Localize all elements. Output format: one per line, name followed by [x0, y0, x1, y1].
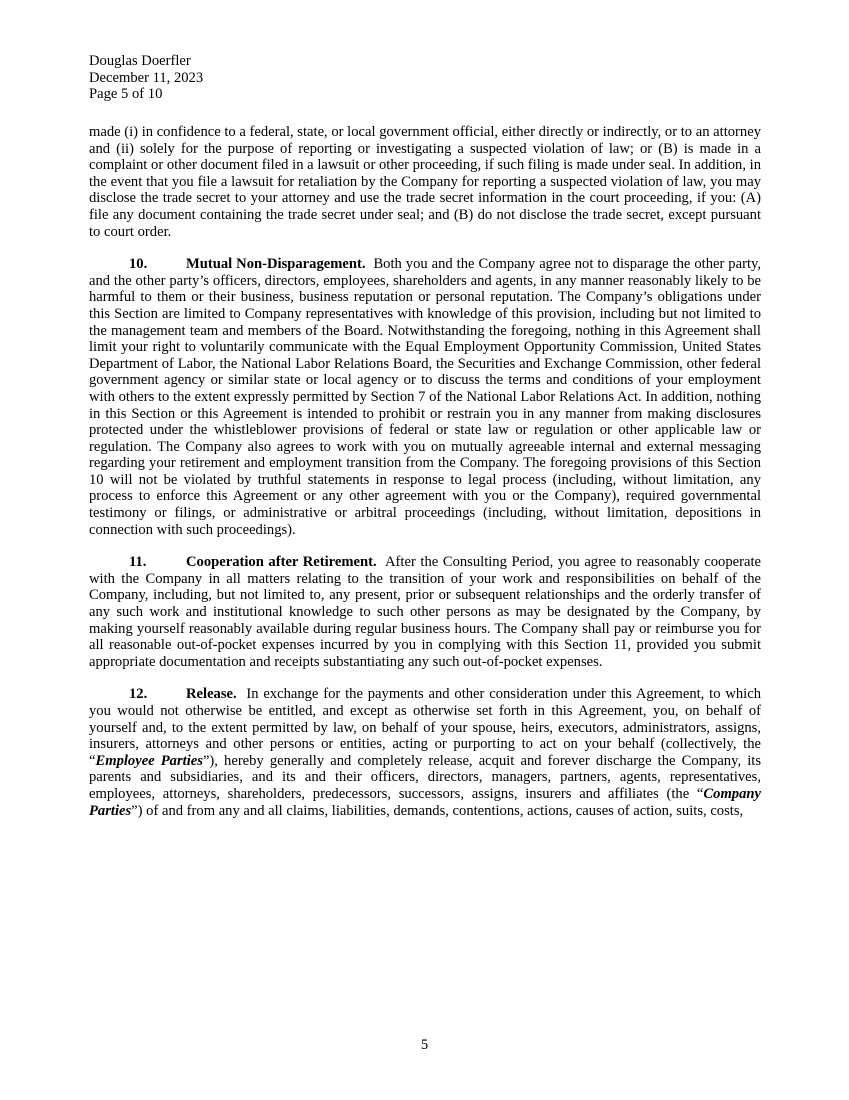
page-indicator: Page 5 of 10	[89, 86, 163, 103]
document-body	[89, 124, 761, 835]
section-10-number: 10.	[129, 256, 148, 273]
section-12-paragraph	[89, 686, 761, 819]
section-12-title: Release.	[186, 686, 237, 703]
section-12-text-c: ”) of and from any and all claims, liabilities, demands, contentions, actions, causes of action, suits, costs,	[131, 802, 744, 819]
recipient-name: Douglas Doerfler	[89, 53, 191, 69]
section-11-text: After the Consulting Period, you agree to reasonably cooperate with the Company in all matters relating to the transition of your work and responsibilities on behalf of the Company, including, but not limited to, any present, prior or subsequent relationships and the orderly transfer of any such work and institutional knowledge to such other persons as may be designated by the Company, by making yourself reasonably available during regular business hours. The Company shall pay or reimburse you for all reasonable out-of-pocket expenses incurred by you in complying with this Section 11, provided you submit appropriate documentation and receipts substantiating any such out-of-pocket expenses.	[89, 554, 761, 670]
section-12-number: 12.	[129, 686, 148, 703]
letter-header	[89, 53, 489, 103]
section-10-text: Both you and the Company agree not to disparage the other party, and the other party’s officers, directors, employees, shareholders and agents, in any manner reasonably likely to be harmful to them or their business, business reputation or personal reputation. The Company’s obligations under this Section are limited to Company representatives with knowledge of this provision, including but not limited to the management team and members of the Board. Notwithstanding the foregoing, nothing in this Agreement shall limit your right to voluntarily communicate with the Equal Employment Opportunity Commission, United States Department of Labor, the National Labor Relations Board, the Securities and Exchange Commission, other federal government agency or similar state or local agency or to discuss the terms and conditions of your employment with others to the extent expressly permitted by Section 7 of the National Labor Relations Act. In addition, nothing in this Section or this Agreement is intended to prohibit or restrain you in any manner from making disclosures protected under the whistleblower provisions of federal or state law or regulation or other applicable law or regulation. The Company also agrees to work with you on mutually agreeable internal and external messaging regarding your retirement and employment transition from the Company. The foregoing provisions of this Section 10 will not be violated by truthful statements in response to legal process (including, without limitation, any process to enforce this Agreement or any other agreement with you or the Company), required governmental testimony or filings, or administrative or arbitral proceedings (including, without limitation, depositions in connection with such proceedings).	[89, 256, 761, 538]
continuation-paragraph: made (i) in confidence to a federal, state, or local government official, either directly or indirectly, or to an attorney and (ii) solely for the purpose of reporting or investigating a suspected violation of law; or (B) is made in a complaint or other document filed in a lawsuit or other proceeding, if such filing is made under seal. In addition, in the event that you file a lawsuit for retaliation by the Company for reporting a suspected violation of law, you may disclose the trade secret to your attorney and use the trade secret information in the court proceeding, if you: (A) file any document containing the trade secret under seal; and (B) do not disclose the trade secret, except pursuant to court order.	[89, 124, 761, 240]
section-10-title: Mutual Non-Disparagement.	[186, 256, 366, 273]
defined-term-company-parties: Company Parties	[89, 785, 761, 819]
defined-term-employee-parties: Employee Parties	[95, 752, 203, 769]
section-10-paragraph	[89, 256, 761, 538]
page-footer-number: 5	[420, 1037, 429, 1053]
section-12-text-a: In exchange for the payments and other consideration under this Agreement, to which you would not otherwise be entitled, and except as otherwise set forth in this Agreement, you, on behalf of yourself and, to the extent permitted by law, on behalf of your spouse, heirs, executors, administrators, assigns, insurers, attorneys and other persons or entities, acting or purporting to act on your behalf (collectively, the “	[89, 686, 762, 769]
section-12-text-b: ”), hereby generally and completely release, acquit and forever discharge the Company, its parents and subsidiaries, and its and their officers, directors, managers, partners, agents, representatives, employees, attorneys, shareholders, predecessors, successors, assigns, insurers and affiliates (the “	[89, 752, 761, 802]
section-11-number: 11.	[129, 554, 147, 571]
letter-date: December 11, 2023	[89, 69, 204, 86]
section-11-paragraph	[89, 554, 761, 670]
section-11-title: Cooperation after Retirement.	[186, 554, 377, 571]
